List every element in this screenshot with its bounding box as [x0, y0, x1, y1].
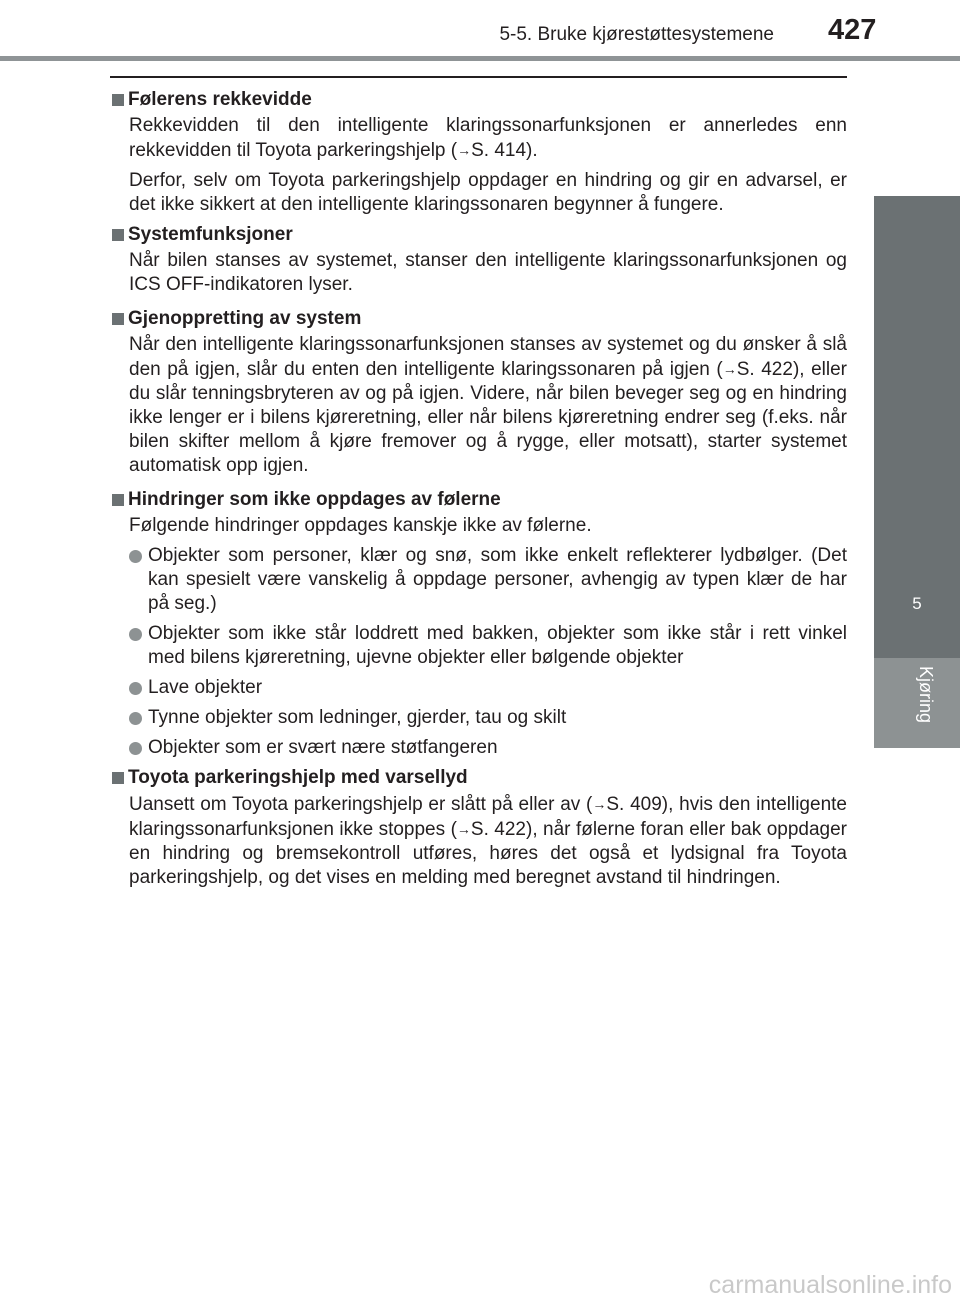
square-bullet-icon [112, 94, 124, 106]
section-heading: Hindringer som ikke oppdages av følerne [110, 486, 847, 514]
paragraph: Følgende hindringer oppdages kanskje ikke av følerne. [129, 515, 592, 536]
list-item: Lave objekter [129, 676, 847, 700]
paragraph: Derfor, selv om Toyota parkeringshjelp oppdager en hindring og gir en advarsel, er det ikke sikkert at den intelligente klaringssonaren begynner å fungere. [129, 170, 847, 215]
square-bullet-icon [112, 229, 124, 241]
section-undetected-obstacles [110, 486, 847, 760]
square-bullet-icon [112, 494, 124, 506]
chapter-number-box [874, 196, 960, 658]
header-rule [0, 56, 960, 61]
section-sensor-range [110, 86, 847, 217]
section-heading: Systemfunksjoner [110, 221, 847, 249]
list-item: Tynne objekter som ledninger, gjerder, tau og skilt [129, 706, 847, 730]
square-bullet-icon [112, 313, 124, 325]
page-reference-link[interactable]: S. 422), eller du slår tenningsbryteren av og på igjen. Videre, når bilen beveger seg og en hindring ikke lenger er i bilens kjøreretning, eller når bilens kjøreretning endrer seg (f.eks. når bilen skifter mellom å kjøre fremover og å rygge, eller motsatt), starter systemet automatisk opp igjen. [129, 359, 847, 476]
page-reference-link[interactable]: S. 414). [471, 140, 538, 161]
section-system-functions [110, 221, 847, 297]
paragraph: Når den intelligente klaringssonarfunksjonen stanses av systemet og du ønsker å slå den på igjen, slår du enten den intelligente klaringssonaren på igjen (→S. 422), eller du slår tenningsbryteren av og på igjen. Videre, når bilen beveger seg og en hindring ikke lenger er i bilens kjøreretning, eller når bilens kjøreretning endrer seg (f.eks. når bilen skifter mellom å kjøre fremover og å rygge, eller motsatt), starter systemet automatisk opp igjen. [129, 334, 847, 476]
square-bullet-icon [112, 772, 124, 784]
content-rule [110, 76, 847, 78]
chapter-title: Kjøring [916, 666, 936, 724]
arrow-right-icon: → [457, 142, 472, 158]
section-parking-assist-buzzer [110, 764, 847, 890]
section-heading: Følerens rekkevidde [110, 86, 847, 114]
arrow-right-icon: → [592, 796, 607, 812]
circle-bullet-icon [129, 550, 142, 563]
paragraph: Når bilen stanses av systemet, stanser den intelligente klaringssonarfunksjonen og ICS OFF-indikatoren lyser. [129, 250, 847, 295]
paragraph: Rekkevidden til den intelligente klaringssonarfunksjonen er annerledes enn rekkevidden til Toyota parkeringshjelp (→S. 414). [129, 115, 847, 161]
page-reference-link[interactable]: S. 409), hvis den intelligente klaringssonarfunksjonen ikke stoppes ( [129, 794, 847, 840]
section-heading: Gjenoppretting av system [110, 305, 847, 333]
arrow-right-icon: → [456, 821, 471, 837]
page-number: 427 [828, 14, 877, 46]
paragraph: Uansett om Toyota parkeringshjelp er slått på eller av (→S. 409), hvis den intelligente klaringssonarfunksjonen ikke stoppes (→S. 422), når følerne foran eller bak oppdager en hindring og bremsekontroll utføres, høres det også et lydsignal fra Toyota parkeringshjelp, og det vises en melding med beregnet avstand til hindringen. [129, 794, 847, 888]
chapter-number: 5 [912, 594, 922, 613]
circle-bullet-icon [129, 628, 142, 641]
list-item: Objekter som ikke står loddrett med bakken, objekter som ikke står i rett vinkel med bilens kjøreretning, ujevne objekter eller bølgende objekter [129, 622, 847, 670]
circle-bullet-icon [129, 742, 142, 755]
section-title: 5-5. Bruke kjørestøttesystemene [499, 24, 774, 45]
chapter-side-tab[interactable] [874, 196, 960, 748]
section-system-recovery [110, 305, 847, 478]
page-reference-link[interactable]: S. 422), når følerne foran eller bak oppdager en hindring og bremsekontroll utføres, høres det også et lydsignal fra Toyota parkeringshjelp, og det vises en melding med beregnet avstand til hindringen. [129, 819, 847, 888]
page-content [110, 86, 847, 890]
list-item: Objekter som er svært nære støtfangeren [129, 736, 847, 760]
section-heading: Toyota parkeringshjelp med varsellyd [110, 764, 847, 792]
circle-bullet-icon [129, 682, 142, 695]
circle-bullet-icon [129, 712, 142, 725]
watermark-text: carmanualsonline.info [708, 1271, 952, 1299]
list-item: Objekter som personer, klær og snø, som ikke enkelt reflekterer lydbølger. (Det kan spesielt være vanskelig å oppdage personer, avhengig av typen klær de har på seg.) [129, 544, 847, 616]
arrow-right-icon: → [722, 361, 737, 377]
